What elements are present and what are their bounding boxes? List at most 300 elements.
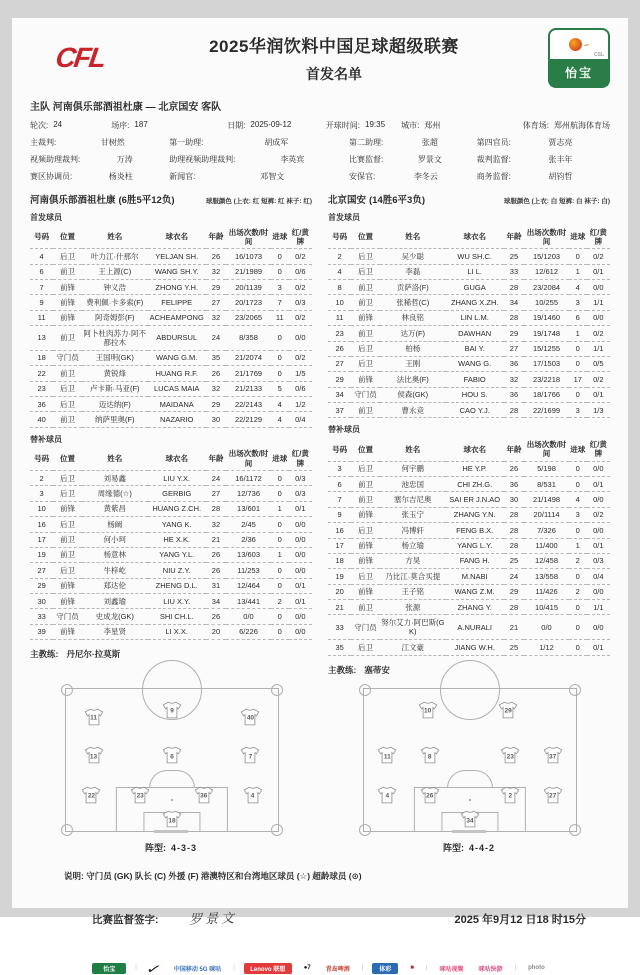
player-position: 前锋	[53, 295, 82, 310]
player-row	[328, 264, 610, 279]
sponsor-logo: |	[361, 965, 364, 971]
player-cards: 0/5	[587, 356, 610, 371]
player-jersey-name: NIU Z.Y.	[148, 563, 206, 578]
player-jersey-name: MAIDANA	[148, 397, 206, 412]
official-name: 张超	[421, 138, 438, 147]
jersey-number: 4	[250, 792, 255, 800]
player-apps: 21/1989	[226, 264, 271, 279]
player-apps: 0/0	[524, 615, 569, 640]
player-goals: 17	[569, 372, 587, 387]
player-apps: 6/226	[226, 624, 271, 639]
official-label: 第一助理:	[169, 138, 204, 147]
away-team-column	[328, 192, 610, 676]
home-kit-colors: 球服颜色 (上衣: 红 短裤: 红 袜子: 红)	[205, 198, 312, 205]
player-position: 前锋	[53, 594, 82, 609]
player-name: 何宇鹏	[380, 461, 446, 476]
player-goals: 0	[569, 640, 587, 655]
player-goals: 0	[569, 341, 587, 356]
penalty-spot	[469, 799, 471, 801]
col-age: 年龄	[206, 225, 227, 249]
player-row	[328, 615, 610, 640]
player-goals: 4	[569, 492, 587, 507]
formation-label: 阵型:	[144, 842, 166, 853]
match-info-row	[30, 120, 610, 131]
player-name: 吴少聪	[380, 249, 446, 264]
table-header-row	[30, 225, 312, 249]
home-team-name: 河南俱乐部酒祖杜康	[30, 195, 116, 206]
player-row	[30, 609, 312, 624]
player-jersey-name: HUANG R.F.	[148, 366, 206, 381]
player-age: 36	[504, 387, 525, 402]
away-formation-caption	[363, 841, 575, 854]
official-name: 胡成军	[264, 138, 289, 147]
away-kit-colors: 球服颜色 (上衣: 白 短裤: 白 袜子: 白)	[503, 198, 610, 205]
player-position: 前卫	[351, 295, 380, 310]
sponsor-strip	[30, 963, 610, 974]
official-label: 赛区协调员:	[30, 172, 73, 181]
col-apps: 出场次数/时间	[524, 225, 569, 249]
corner-arc	[569, 684, 581, 696]
player-number: 27	[30, 563, 53, 578]
player-number: 11	[30, 310, 53, 325]
player-jersey-icon	[419, 786, 440, 804]
player-jersey-name: LI X.X.	[148, 624, 206, 639]
player-jersey-name: ZHANG Y.	[446, 600, 504, 615]
table-header-row	[328, 437, 610, 461]
player-goals: 2	[271, 594, 289, 609]
jersey-number: 7	[248, 753, 253, 761]
col-number: 号码	[328, 437, 351, 461]
player-jersey-name: LIU X.Y.	[148, 594, 206, 609]
home-formation	[65, 688, 277, 854]
player-jersey-name: YANG Y.L.	[148, 547, 206, 562]
ball-icon	[569, 38, 582, 51]
player-age: 28	[504, 600, 525, 615]
player-row	[328, 538, 610, 553]
player-goals: 0	[271, 249, 289, 264]
player-jersey-icon	[130, 786, 151, 804]
official-pair	[349, 137, 477, 148]
player-apps: 10/415	[524, 600, 569, 615]
player-apps: 0/0	[226, 609, 271, 624]
player-goals: 0	[271, 624, 289, 639]
sponsor-logo: Lenovo 联想	[244, 963, 292, 974]
player-number: 10	[30, 501, 53, 516]
player-position: 后卫	[351, 569, 380, 584]
official-pair	[30, 154, 169, 165]
col-cards: 红/黄牌	[587, 225, 610, 249]
player-cards: 0/2	[289, 310, 312, 325]
info-label: 城市:	[401, 121, 420, 130]
player-cards: 0/4	[289, 412, 312, 427]
player-cards: 0/0	[289, 532, 312, 547]
player-goals: 2	[569, 584, 587, 599]
player-number: 19	[30, 547, 53, 562]
col-cards: 红/黄牌	[289, 447, 312, 471]
player-jersey-icon	[500, 746, 521, 764]
player-jersey-name: A.NURALI	[446, 615, 504, 640]
player-row	[328, 584, 610, 599]
player-name: 林良铭	[380, 310, 446, 325]
player-age: 35	[206, 350, 227, 365]
player-position: 前锋	[53, 501, 82, 516]
player-age: 28	[504, 538, 525, 553]
player-goals: 4	[271, 397, 289, 412]
player-apps: 23/2218	[524, 372, 569, 387]
player-goals: 11	[271, 310, 289, 325]
col-cards: 红/黄牌	[289, 225, 312, 249]
info-value: 19:35	[365, 120, 386, 129]
coach-label: 主教练:	[30, 649, 59, 660]
player-name: 钟义浩	[82, 280, 148, 295]
player-jersey-icon	[417, 701, 438, 719]
player-number: 7	[328, 492, 351, 507]
player-jersey-name: FABIO	[446, 372, 504, 387]
player-name: 曹永竞	[380, 403, 446, 418]
official-name: 张丰年	[548, 155, 573, 164]
center-circle	[440, 660, 500, 720]
player-position: 前锋	[53, 624, 82, 639]
player-row	[328, 387, 610, 402]
player-jersey-name: ZHANG X.ZH.	[446, 295, 504, 310]
col-name: 姓名	[82, 225, 148, 249]
player-row	[30, 486, 312, 501]
player-age: 21	[504, 615, 525, 640]
player-cards: 0/0	[587, 615, 610, 640]
goal-icon	[452, 830, 486, 833]
player-age: 30	[206, 412, 227, 427]
player-row	[328, 600, 610, 615]
info-value: 郑州航海体育场	[554, 121, 610, 130]
player-position: 前卫	[53, 412, 82, 427]
player-cards: 0/0	[289, 609, 312, 624]
player-apps: 10/255	[524, 295, 569, 310]
col-goals: 进球	[569, 437, 587, 461]
player-goals: 7	[271, 295, 289, 310]
player-goals: 4	[569, 280, 587, 295]
player-number: 26	[328, 341, 351, 356]
goal-icon	[154, 830, 188, 833]
player-jersey-name: FENG B.X.	[446, 523, 504, 538]
player-cards: 0/3	[587, 553, 610, 568]
player-cards: 1/2	[289, 397, 312, 412]
player-number: 4	[30, 249, 53, 264]
player-row	[328, 326, 610, 341]
info-label: 体育场:	[522, 121, 549, 130]
player-number: 34	[328, 387, 351, 402]
player-cards: 0/3	[289, 295, 312, 310]
player-position: 后卫	[53, 486, 82, 501]
player-row	[30, 397, 312, 412]
player-goals: 0	[271, 264, 289, 279]
col-position: 位置	[351, 437, 380, 461]
player-jersey-icon	[377, 786, 398, 804]
player-position: 前锋	[351, 584, 380, 599]
jersey-number: 18	[168, 817, 176, 825]
player-goals: 2	[569, 553, 587, 568]
col-apps: 出场次数/时间	[226, 447, 271, 471]
flame-icon: ~	[582, 38, 591, 51]
player-name: 王刚	[380, 356, 446, 371]
officials-row-1	[30, 137, 610, 148]
jersey-number: 40	[246, 714, 255, 722]
away-starters-label: 首发球员	[328, 213, 360, 222]
home-team-header	[30, 192, 312, 206]
home-team-column	[30, 192, 312, 676]
player-goals: 3	[569, 403, 587, 418]
player-row	[30, 563, 312, 578]
player-row	[328, 372, 610, 387]
csl-badge-top	[550, 30, 608, 59]
player-number: 27	[328, 356, 351, 371]
supervisor-signature: 罗景文	[188, 910, 237, 928]
player-number: 29	[328, 372, 351, 387]
player-jersey-name: NAZARIO	[148, 412, 206, 427]
player-cards: 0/0	[289, 547, 312, 562]
player-jersey-icon	[460, 810, 481, 828]
player-cards: 0/1	[587, 640, 610, 655]
sponsor-logo: photo	[528, 965, 545, 971]
col-jersey-name: 球衣名	[148, 225, 206, 249]
player-number: 36	[30, 397, 53, 412]
away-pitch	[363, 688, 577, 832]
player-cards: 1/1	[587, 341, 610, 356]
corner-arc	[271, 824, 283, 836]
player-name: 纳萨里奥(F)	[82, 412, 148, 427]
jersey-number: 37	[549, 753, 557, 761]
player-jersey-name: HE Y.P.	[446, 461, 504, 476]
player-jersey-name: HOU S.	[446, 387, 504, 402]
player-number: 3	[30, 486, 53, 501]
player-jersey-icon	[242, 786, 263, 804]
col-goals: 进球	[569, 225, 587, 249]
col-number: 号码	[30, 447, 53, 471]
player-jersey-name: ZHANG Y.N.	[446, 507, 504, 522]
cfl-logo: CFL	[53, 42, 107, 73]
player-cards: 0/0	[289, 624, 312, 639]
player-age: 26	[206, 609, 227, 624]
player-jersey-name: SHI CH.L.	[148, 609, 206, 624]
player-jersey-icon	[240, 746, 261, 764]
player-jersey-name: HUANG Z.CH.	[148, 501, 206, 516]
player-name: 黄锐烽	[82, 366, 148, 381]
jersey-number: 8	[427, 753, 432, 761]
player-row	[30, 412, 312, 427]
info-label: 场序:	[111, 121, 130, 130]
info-pair	[326, 120, 401, 131]
player-jersey-icon	[81, 786, 102, 804]
corner-arc	[359, 684, 371, 696]
player-number: 8	[328, 280, 351, 295]
table-header-row	[30, 447, 312, 471]
player-cards: 1/3	[587, 403, 610, 418]
player-position: 前锋	[53, 578, 82, 593]
player-name: 刘易鑫	[82, 471, 148, 486]
player-number: 37	[328, 403, 351, 418]
player-name: 迈达纳(F)	[82, 397, 148, 412]
jersey-number: 36	[200, 792, 208, 800]
player-number: 29	[30, 578, 53, 593]
player-number: 18	[30, 350, 53, 365]
player-age: 27	[504, 341, 525, 356]
player-apps: 2/45	[226, 517, 271, 532]
away-team-name: 北京国安	[328, 195, 367, 206]
sponsor-logo: |	[233, 965, 235, 971]
player-number: 23	[30, 381, 53, 396]
player-apps: 21/2074	[226, 350, 271, 365]
player-jersey-icon	[377, 746, 398, 764]
player-age: 32	[206, 310, 227, 325]
player-name: 李磊	[380, 264, 446, 279]
player-goals: 0	[569, 356, 587, 371]
player-age: 32	[206, 381, 227, 396]
home-starters-table	[30, 225, 312, 428]
official-name: 邓智文	[260, 172, 285, 181]
info-value: 24	[53, 120, 63, 129]
player-goals: 3	[569, 507, 587, 522]
player-goals: 0	[271, 326, 289, 351]
col-number: 号码	[328, 225, 351, 249]
player-position: 前卫	[351, 280, 380, 295]
player-position: 前卫	[351, 492, 380, 507]
player-cards: 0/0	[289, 563, 312, 578]
player-position: 守门员	[53, 350, 82, 365]
titles	[130, 32, 538, 84]
player-number: 16	[328, 523, 351, 538]
away-team-header	[328, 192, 610, 206]
player-jersey-name: WANG G.M.	[148, 350, 206, 365]
info-value: 2025-09-12	[250, 120, 292, 129]
player-apps: 11/426	[524, 584, 569, 599]
player-number: 17	[30, 532, 53, 547]
player-cards: 0/2	[289, 280, 312, 295]
player-name: 郑达伦	[82, 578, 148, 593]
sign-datetime: 2025 年9月12 日18 时15分	[454, 913, 586, 926]
player-position: 后卫	[53, 517, 82, 532]
player-name: 塞尔吉尼奥	[380, 492, 446, 507]
player-name: 法比奥(F)	[380, 372, 446, 387]
official-name: 胡钧哲	[548, 172, 573, 181]
player-jersey-name: SAI ER J.N.AO	[446, 492, 504, 507]
player-row	[30, 366, 312, 381]
corner-arc	[61, 824, 73, 836]
player-row	[328, 569, 610, 584]
player-number: 35	[328, 640, 351, 655]
player-number: 11	[328, 310, 351, 325]
player-age: 24	[206, 326, 227, 351]
corner-arc	[61, 684, 73, 696]
header	[30, 28, 610, 88]
player-goals: 4	[271, 412, 289, 427]
player-row	[328, 553, 610, 568]
player-age: 29	[206, 397, 227, 412]
player-apps: 8/358	[226, 326, 271, 351]
player-goals: 0	[569, 615, 587, 640]
player-jersey-name: LI L.	[446, 264, 504, 279]
player-age: 28	[504, 310, 525, 325]
player-cards: 0/0	[587, 461, 610, 476]
player-name: 周缘德(☆)	[82, 486, 148, 501]
player-position: 后卫	[351, 523, 380, 538]
official-name: 李冬云	[413, 172, 438, 181]
player-apps: 12/464	[226, 578, 271, 593]
page-title: 2025华润饮料中国足球超级联赛	[209, 37, 459, 56]
player-number: 9	[30, 295, 53, 310]
player-goals: 3	[271, 280, 289, 295]
player-cards: 0/1	[587, 264, 610, 279]
official-pair	[477, 154, 610, 165]
player-apps: 22/2143	[226, 397, 271, 412]
player-name: 侯森(GK)	[380, 387, 446, 402]
col-position: 位置	[53, 225, 82, 249]
player-goals: 1	[569, 326, 587, 341]
player-cards: 0/1	[289, 501, 312, 516]
away-coach-name: 塞蒂安	[364, 664, 390, 675]
player-jersey-name: HE X.K.	[148, 532, 206, 547]
away-formation-value: 4-4-2	[468, 842, 495, 853]
player-position: 前卫	[351, 403, 380, 418]
player-name: 黄紫昌	[82, 501, 148, 516]
player-row	[30, 280, 312, 295]
penalty-spot	[171, 799, 173, 801]
player-name: 刘鑫瑜	[82, 594, 148, 609]
official-pair	[169, 137, 349, 148]
player-position: 后卫	[351, 249, 380, 264]
player-position: 前卫	[53, 326, 82, 351]
official-pair	[30, 171, 169, 182]
home-subs-label: 替补球员	[30, 434, 62, 444]
formation-label: 阵型:	[442, 842, 464, 853]
sponsor-logo: 咪咕视频	[439, 966, 464, 973]
player-row	[30, 578, 312, 593]
player-jersey-name: M.NABI	[446, 569, 504, 584]
player-jersey-icon	[162, 701, 183, 719]
away-team-record: (14胜6平3负)	[369, 195, 425, 206]
player-apps: 12/612	[524, 264, 569, 279]
col-apps: 出场次数/时间	[524, 437, 569, 461]
corner-arc	[271, 684, 283, 696]
player-name: 王子铭	[380, 584, 446, 599]
player-jersey-name: BAI Y.	[446, 341, 504, 356]
jersey-number: 4	[385, 792, 390, 800]
player-apps: 16/1172	[226, 471, 271, 486]
info-pair	[227, 120, 326, 131]
sponsor-logo: ✓	[144, 961, 164, 975]
player-age: 25	[504, 553, 525, 568]
player-row	[328, 492, 610, 507]
penalty-arc	[447, 770, 493, 788]
player-jersey-name: WANG Z.M.	[446, 584, 504, 599]
coach-label: 主教练:	[328, 664, 357, 675]
away-formation	[363, 688, 575, 854]
player-jersey-name: ABDURSUL	[148, 326, 206, 351]
info-pair	[523, 120, 610, 131]
player-jersey-name: WANG G.	[446, 356, 504, 371]
player-jersey-icon	[542, 746, 563, 764]
player-cards: 0/6	[289, 264, 312, 279]
info-pair	[30, 120, 111, 131]
player-age: 30	[504, 492, 525, 507]
player-row	[328, 477, 610, 492]
official-pair	[477, 137, 610, 148]
info-label: 日期:	[227, 121, 246, 130]
corner-arc	[359, 824, 371, 836]
info-pair	[111, 120, 227, 131]
player-position: 后卫	[53, 563, 82, 578]
player-goals: 3	[569, 295, 587, 310]
player-name: 史成龙(GK)	[82, 609, 148, 624]
official-label: 比赛监督:	[348, 155, 384, 164]
